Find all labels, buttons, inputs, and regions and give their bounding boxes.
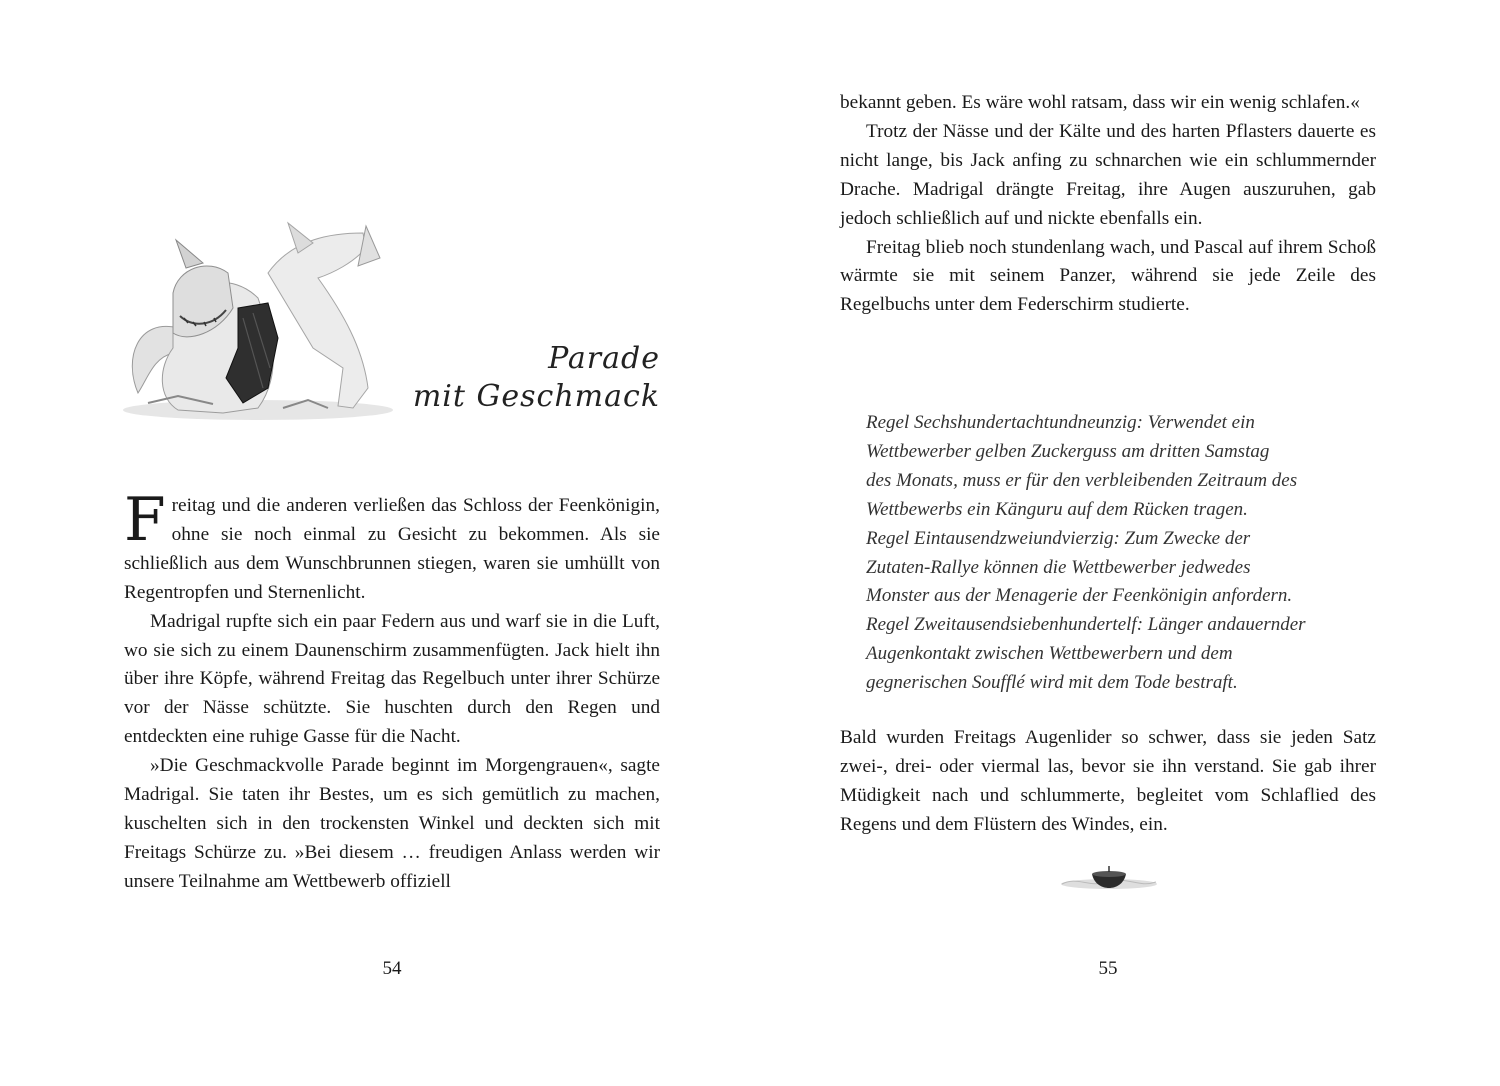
page-number: 54 [382,958,402,979]
rule-line: Wettbewerber gelben Zuckerguss am dritten Samstag [866,440,1270,462]
rule-line: des Monats, muss er für den verbleibenden Zeitraum des [866,469,1298,491]
rulebook-excerpt [866,409,1366,698]
bowl-ornament-icon [1058,862,1160,896]
chapter-title-line-1: Parade [548,341,660,376]
paragraph: Trotz der Nässe und der Kälte und des harten Pflasters dauerte es nicht lange, bis Jack anfing zu schnarchen wie ein schlummernder Drache. Madrigal drängte Freitag, ihre Augen auszuruhen, gab jedoch schließlich auf und nickte ebenfalls ein. [840,120,1376,229]
paragraph: Madrigal rupfte sich ein paar Federn aus und warf sie in die Luft, wo sie sich zu einem Daunenschirm zusammenfügten. Jack hielt ihn über ihre Köpfe, während Freitag das Regelbuch unter ihrer Schürze vor der Nässe schützte. Sie huschten durch den Regen und entdeckten eine ruhige Gasse für die Nacht. [124,610,660,748]
paragraph-text: reitag und die anderen verließen das Schloss der Feenkönigin, ohne sie noch einmal zu Gesicht zu bekommen. Als sie schließlich aus dem Wunschbrunnen stiegen, waren sie umhüllt von Regentropfen und Sternenlicht. [124,495,660,603]
right-page-body-bottom [840,724,1376,840]
right-page-body-top [840,89,1376,320]
drop-cap: F [124,485,166,555]
rule-line: Wettbewerbs ein Känguru auf dem Rücken tragen. [866,498,1248,520]
rule-line: Augenkontakt zwischen Wettbewerbern und dem [866,643,1233,665]
page-number: 55 [1098,958,1118,979]
rule-line: Regel Eintausendzweiundvierzig: Zum Zwecke der [866,527,1251,549]
rule-line: Monster aus der Menagerie der Feenkönigin anfordern. [866,585,1293,607]
paragraph: »Die Geschmackvolle Parade beginnt im Morgengrauen«, sagte Madrigal. Sie taten ihr Bestes, um es sich gemütlich zu machen, kuschelten sich in den trockensten Winkel und deckten sich mit Freitags Schürze zu. »Bei diesem … freudigen Anlass werden wir unsere Teilnahme am Wettbewerb offiziell [124,755,660,892]
rule-line: gegnerischen Soufflé wird mit dem Tode bestraft. [866,672,1238,694]
paragraph: bekannt geben. Es wäre wohl ratsam, dass wir ein wenig schlafen.« [840,92,1360,113]
paragraph: Bald wurden Freitags Augenlider so schwer, dass sie jeden Satz zwei-, drei- oder viermal las, bevor sie ihn verstand. Sie gab ihrer Müdigkeit nach und schlummerte, begleitet vom Schlaflied des Regens und dem Flüstern des Windes, ein. [840,727,1376,835]
rule-line: Regel Sechshundertachtundneunzig: Verwendet ein [866,412,1255,433]
paragraph: Freitag blieb noch stundenlang wach, und Pascal auf ihrem Schoß wärmte sie mit seinem Panzer, während sie jede Zeile des Regelbuchs unter dem Federschirm studierte. [840,236,1376,316]
left-page-body [124,485,660,897]
rule-line: Regel Zweitausendsiebenhundertelf: Länger andauernder [866,614,1306,636]
chapter-title-line-2: mit Geschmack [412,379,660,414]
paragraph [124,485,660,608]
rule-line: Zutaten-Rallye können die Wettbewerber jedwedes [866,556,1251,578]
chapter-title [360,340,660,416]
